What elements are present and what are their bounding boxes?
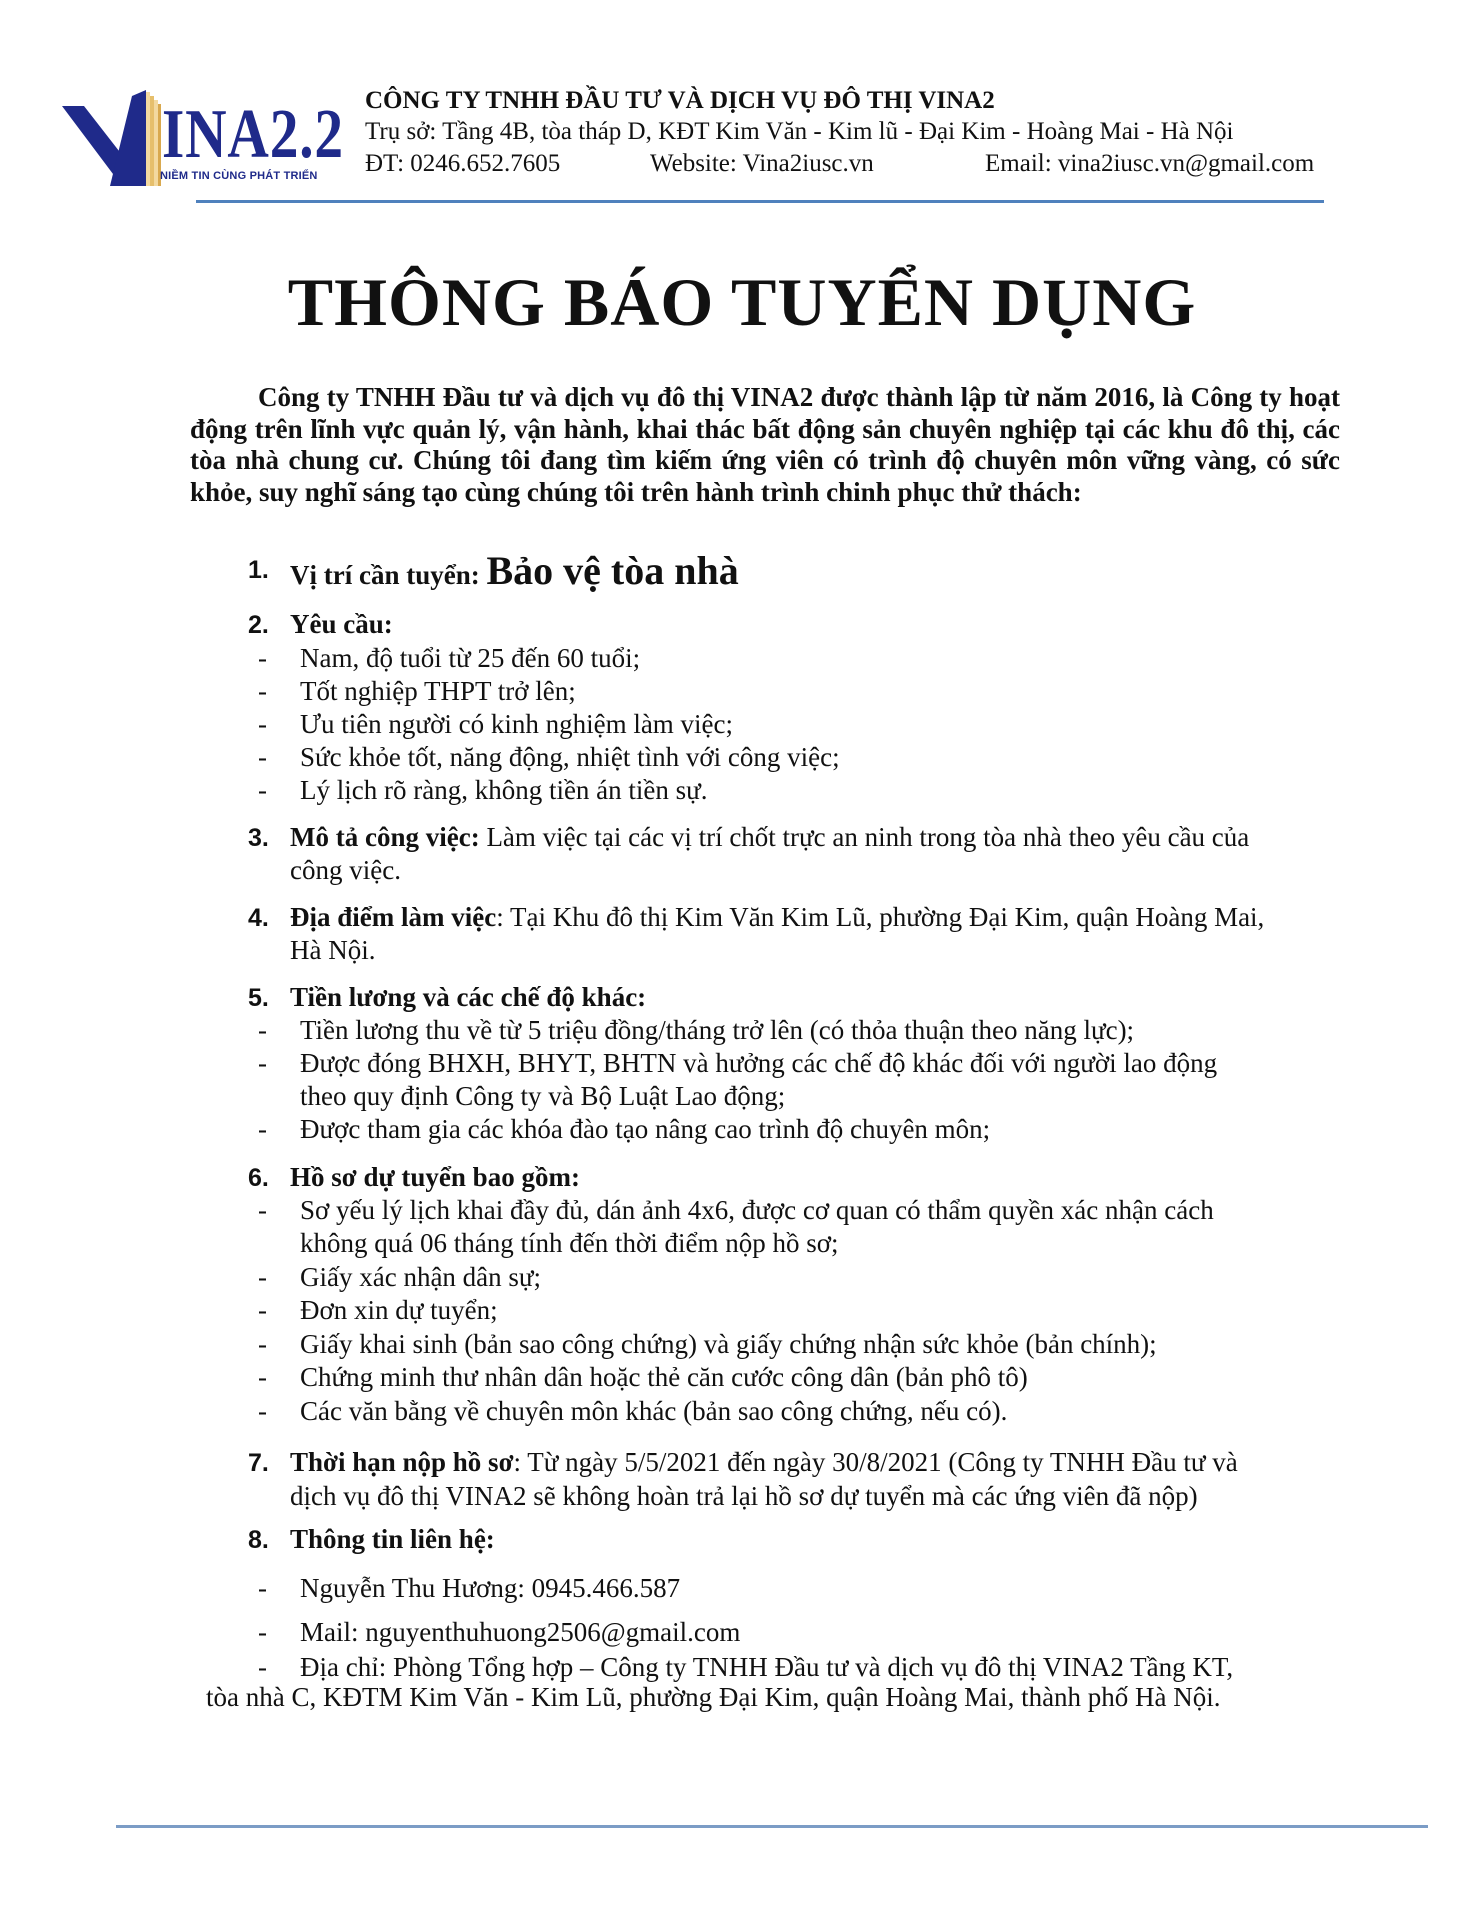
logo-v-mark-icon bbox=[62, 88, 172, 186]
dash: - bbox=[258, 775, 267, 805]
position-value: Bảo vệ tòa nhà bbox=[486, 548, 739, 593]
section-6-number: 6. bbox=[248, 1164, 269, 1192]
section-7-number: 7. bbox=[248, 1449, 269, 1477]
dash: - bbox=[258, 1652, 267, 1682]
section-3-number: 3. bbox=[248, 824, 269, 852]
list-item-cont: không quá 06 tháng tính đến thời điểm nộp hồ sơ; bbox=[300, 1228, 839, 1258]
list-item: Các văn bằng về chuyên môn khác (bản sao công chứng, nếu có). bbox=[300, 1396, 1008, 1426]
company-website[interactable]: Website: Vina2iusc.vn bbox=[650, 150, 874, 177]
dash: - bbox=[258, 709, 267, 739]
list-item: Chứng minh thư nhân dân hoặc thẻ căn cước công dân (bản phô tô) bbox=[300, 1362, 1028, 1392]
list-item: Tiền lương thu về từ 5 triệu đồng/tháng trở lên (có thỏa thuận theo năng lực); bbox=[300, 1015, 1135, 1045]
dash: - bbox=[258, 1262, 267, 1292]
section-4-number: 4. bbox=[248, 904, 269, 932]
section-7-label: Thời hạn nộp hồ sơ bbox=[290, 1447, 514, 1477]
section-3-text-cont: công việc. bbox=[290, 855, 401, 885]
header-divider bbox=[196, 200, 1324, 203]
company-phone: ĐT: 0246.652.7605 bbox=[365, 150, 561, 177]
company-email[interactable]: Email: vina2iusc.vn@gmail.com bbox=[985, 150, 1315, 177]
dash: - bbox=[258, 1573, 267, 1603]
dash: - bbox=[258, 1329, 267, 1359]
section-8-number: 8. bbox=[248, 1526, 269, 1554]
contact-email[interactable]: Mail: nguyenthuhuong2506@gmail.com bbox=[300, 1617, 741, 1647]
section-6-label: Hồ sơ dự tuyển bao gồm: bbox=[290, 1162, 580, 1192]
dash: - bbox=[258, 1617, 267, 1647]
footer-divider bbox=[116, 1825, 1428, 1828]
section-5-heading bbox=[290, 981, 646, 1014]
list-item: Được đóng BHXH, BHYT, BHTN và hưởng các chế độ khác đối với người lao động bbox=[300, 1048, 1218, 1078]
section-1 bbox=[290, 548, 739, 593]
list-item: Được tham gia các khóa đào tạo nâng cao trình độ chuyên môn; bbox=[300, 1114, 991, 1144]
list-item: Ưu tiên người có kinh nghiệm làm việc; bbox=[300, 709, 734, 739]
section-4 bbox=[290, 901, 1264, 934]
section-6-heading bbox=[290, 1161, 580, 1194]
list-item: Nam, độ tuổi từ 25 đến 60 tuổi; bbox=[300, 643, 641, 673]
section-8-heading bbox=[290, 1523, 495, 1556]
section-2-number: 2. bbox=[248, 611, 269, 639]
dash: - bbox=[258, 1396, 267, 1426]
contact-name-phone: Nguyễn Thu Hương: 0945.466.587 bbox=[300, 1573, 681, 1603]
section-7 bbox=[290, 1446, 1238, 1479]
dash: - bbox=[258, 742, 267, 772]
section-7-text: : Từ ngày 5/5/2021 đến ngày 30/8/2021 (Công ty TNHH Đầu tư và bbox=[513, 1447, 1238, 1477]
dash: - bbox=[258, 1295, 267, 1325]
dash: - bbox=[258, 676, 267, 706]
list-item: Tốt nghiệp THPT trở lên; bbox=[300, 676, 576, 706]
contact-address-cont: tòa nhà C, KĐTM Kim Văn - Kim Lũ, phường Đại Kim, quận Hoàng Mai, thành phố Hà Nội. bbox=[206, 1682, 1221, 1712]
section-8-label: Thông tin liên hệ: bbox=[290, 1524, 495, 1554]
contact-address: Địa chỉ: Phòng Tổng hợp – Công ty TNHH Đầu tư và dịch vụ đô thị VINA2 Tầng KT, bbox=[300, 1652, 1234, 1682]
dash: - bbox=[258, 1195, 267, 1225]
section-4-text: : Tại Khu đô thị Kim Văn Kim Lũ, phường Đại Kim, quận Hoàng Mai, bbox=[496, 902, 1265, 932]
list-item-cont: theo quy định Công ty và Bộ Luật Lao động; bbox=[300, 1081, 786, 1111]
company-name: CÔNG TY TNHH ĐẦU TƯ VÀ DỊCH VỤ ĐÔ THỊ VINA2 bbox=[365, 87, 995, 114]
section-5-number: 5. bbox=[248, 984, 269, 1012]
section-4-text-cont: Hà Nội. bbox=[290, 935, 376, 965]
section-4-label: Địa điểm làm việc bbox=[290, 902, 497, 932]
logo-brand-text: INA2.2 bbox=[162, 96, 344, 173]
list-item: Sức khỏe tốt, năng động, nhiệt tình với công việc; bbox=[300, 742, 840, 772]
logo-tagline: NIỀM TIN CÙNG PHÁT TRIỂN bbox=[160, 170, 318, 182]
section-3 bbox=[290, 821, 1249, 854]
dash: - bbox=[258, 1362, 267, 1392]
section-2-label: Yêu cầu: bbox=[290, 609, 393, 639]
section-3-text: Làm việc tại các vị trí chốt trực an ninh trong tòa nhà theo yêu cầu của bbox=[486, 822, 1250, 852]
intro-paragraph: Công ty TNHH Đầu tư và dịch vụ đô thị VINA2 được thành lập từ năm 2016, là Công ty hoạt động trên lĩnh vực quản lý, vận hành, khai thác bất động sản chuyên nghiệp tại các khu đô thị, các tòa nhà chung cư. Chúng tôi đang tìm kiếm ứng viên có trình độ chuyên môn vững vàng, có sức khỏe, suy nghĩ sáng tạo cùng chúng tôi trên hành trình chinh phục thử thách: bbox=[190, 382, 1340, 507]
section-3-label: Mô tả công việc: bbox=[290, 822, 480, 852]
company-address: Trụ sở: Tầng 4B, tòa tháp D, KĐT Kim Văn - Kim lũ - Đại Kim - Hoàng Mai - Hà Nội bbox=[365, 118, 1234, 145]
dash: - bbox=[258, 1114, 267, 1144]
list-item: Đơn xin dự tuyển; bbox=[300, 1295, 498, 1325]
page-title: THÔNG BÁO TUYỂN DỤNG bbox=[287, 264, 1197, 340]
section-5-label: Tiền lương và các chế độ khác: bbox=[290, 982, 647, 1012]
section-2-heading bbox=[290, 608, 393, 641]
dash: - bbox=[258, 1048, 267, 1078]
section-7-text-cont: dịch vụ đô thị VINA2 sẽ không hoàn trả lại hồ sơ dự tuyển mà các ứng viên đã nộp) bbox=[290, 1481, 1198, 1511]
section-1-label: Vị trí cần tuyển: bbox=[290, 560, 480, 590]
list-item: Sơ yếu lý lịch khai đầy đủ, dán ảnh 4x6, được cơ quan có thẩm quyền xác nhận cách bbox=[300, 1195, 1214, 1225]
dash: - bbox=[258, 1015, 267, 1045]
list-item: Giấy xác nhận dân sự; bbox=[300, 1262, 542, 1292]
dash: - bbox=[258, 643, 267, 673]
company-logo bbox=[62, 88, 352, 186]
section-1-number: 1. bbox=[248, 556, 269, 584]
list-item: Lý lịch rõ ràng, không tiền án tiền sự. bbox=[300, 775, 708, 805]
list-item: Giấy khai sinh (bản sao công chứng) và giấy chứng nhận sức khỏe (bản chính); bbox=[300, 1329, 1157, 1359]
